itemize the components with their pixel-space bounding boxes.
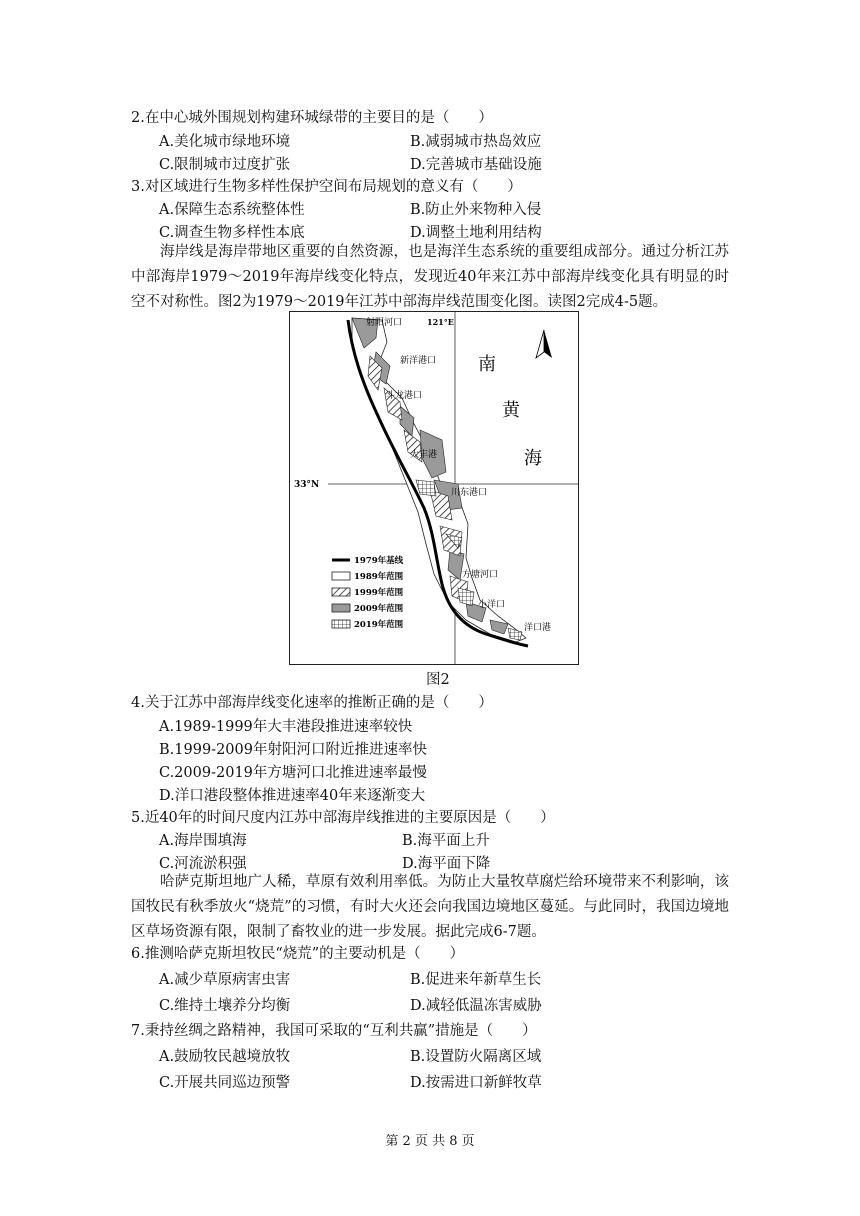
- question-2-option-a: A.美化城市绿地环境: [159, 134, 291, 150]
- legend-range-2009: 2009年范围: [354, 604, 404, 614]
- figure-2-caption: 图2: [426, 672, 450, 688]
- question-4-option-a: A.1989-1999年大丰港段推进速率较快: [159, 719, 413, 735]
- label-xiaoyangkou: 小洋口: [478, 600, 506, 610]
- label-lat-33n: 33°N: [294, 480, 320, 490]
- question-5-option-a: A.海岸围填海: [159, 833, 247, 849]
- question-2-option-b: B.减弱城市热岛效应: [410, 134, 542, 150]
- question-2-option-c: C.限制城市过度扩张: [159, 157, 291, 173]
- question-2-stem: 2.在中心城外围规划构建环城绿带的主要目的是（ ）: [131, 110, 493, 126]
- legend-range-1989: 1989年范围: [354, 572, 404, 582]
- question-3-option-b: B.防止外来物种入侵: [410, 202, 542, 218]
- question-4-option-c: C.2009-2019年方塘河口北推进速率最慢: [159, 765, 427, 781]
- question-3-option-c: C.调查生物多样性本底: [159, 225, 305, 241]
- legend-baseline-1979: 1979年基线: [354, 556, 404, 566]
- label-fangtang-estuary: 方塘河口: [462, 570, 499, 580]
- legend-range-2019: 2019年范围: [354, 620, 404, 630]
- question-7-option-c: C.开展共同巡边预警: [159, 1075, 291, 1091]
- label-yangkou-port: 洋口港: [524, 623, 552, 633]
- map-legend: [332, 555, 404, 630]
- question-4-stem: 4.关于江苏中部海岸线变化速率的推断正确的是（ ）: [131, 695, 493, 711]
- sea-label-char-1: 南: [478, 354, 496, 375]
- question-7-stem: 7.秉持丝绸之路精神，我国可采取的“互利共赢”措施是（ ）: [131, 1023, 537, 1039]
- label-dafeng-port: 大丰港: [410, 450, 438, 460]
- question-2-option-d: D.完善城市基础设施: [410, 157, 542, 173]
- question-5-option-b: B.海平面上升: [402, 833, 490, 849]
- question-4-option-b: B.1999-2009年射阳河口附近推进速率快: [159, 742, 427, 758]
- question-7-option-a: A.鼓励牧民越境放牧: [159, 1049, 291, 1065]
- question-7-option-b: B.设置防火隔离区域: [410, 1049, 542, 1065]
- question-6-option-c: C.维持土壤养分均衡: [159, 998, 291, 1014]
- label-chuandong-port: 川东港口: [451, 488, 488, 498]
- question-6-option-d: D.减轻低温冻害威胁: [410, 998, 542, 1014]
- label-sheyang-estuary: 射阳河口: [366, 318, 403, 328]
- label-xinyang-port: 新洋港口: [400, 356, 437, 366]
- question-6-option-a: A.减少草原病害虫害: [159, 972, 291, 988]
- coastline-map-svg: [290, 312, 578, 664]
- question-5-option-d: D.海平面下降: [402, 856, 491, 872]
- passage-kazakhstan: 哈萨克斯坦地广人稀，草原有效利用率低。为防止大量牧草腐烂给环境带来不利影响，该国牧民有秋季放火“烧荒”的习惯，有时大火还会向我国边境地区蔓延。与此同时，我国边境地区草场资源有限，限制了畜牧业的进一步发展。据此完成6-7题。: [131, 874, 729, 940]
- sea-label-char-3: 海: [524, 448, 542, 469]
- question-5-option-c: C.河流淤积强: [159, 856, 247, 872]
- question-3-stem: 3.对区域进行生物多样性保护空间布局规划的意义有（ ）: [131, 179, 522, 195]
- question-3-option-a: A.保障生态系统整体性: [159, 202, 305, 218]
- north-arrow-icon: [536, 330, 552, 358]
- question-4-option-d: D.洋口港段整体推进速率40年来逐渐变大: [159, 788, 426, 804]
- question-6-stem: 6.推测哈萨克斯坦牧民“烧荒”的主要动机是（ ）: [131, 946, 465, 962]
- question-5-stem: 5.近40年的时间尺度内江苏中部海岸线推进的主要原因是（ ）: [131, 810, 555, 826]
- page-number-footer: 第 2 页 共 8 页: [385, 1134, 475, 1149]
- passage-coastline: 海岸线是海岸带地区重要的自然资源，也是海洋生态系统的重要组成部分。通过分析江苏中部海岸1979～2019年海岸线变化特点，发现近40年来江苏中部海岸线变化具有明显的时空不对称性。图2为1979～2019年江苏中部海岸线范围变化图。读图2完成4-5题。: [131, 244, 729, 310]
- question-6-option-b: B.促进来年新草生长: [410, 972, 542, 988]
- question-3-option-d: D.调整土地利用结构: [410, 225, 542, 241]
- label-doulong-port: 斗龙港口: [386, 391, 423, 401]
- question-7-option-d: D.按需进口新鲜牧草: [410, 1075, 542, 1091]
- label-lon-121e: 121°E: [427, 317, 454, 327]
- sea-label-char-2: 黄: [502, 400, 520, 421]
- figure-2-map: [289, 311, 579, 665]
- legend-range-1999: 1999年范围: [354, 588, 404, 598]
